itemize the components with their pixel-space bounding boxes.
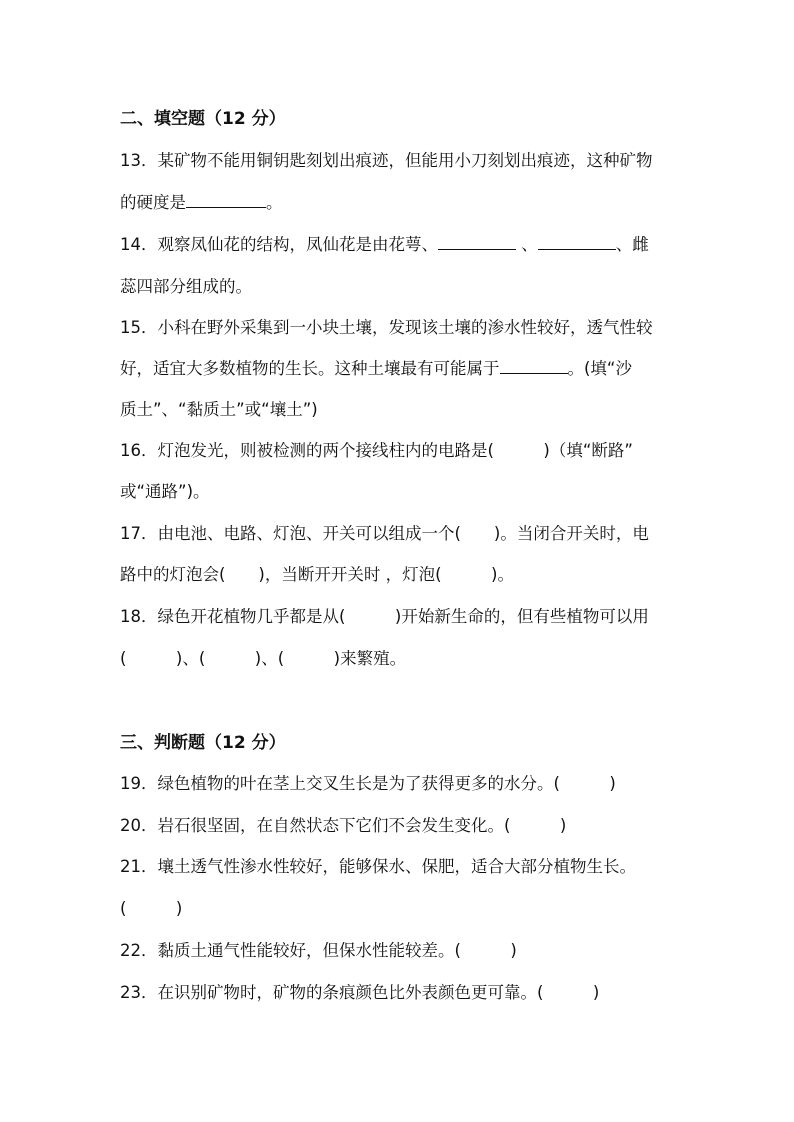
question-15-text-a: 好，适宜大多数植物的生长。这种土壤最有可能属于 xyxy=(120,359,500,378)
question-13-text-b: 。 xyxy=(266,193,283,212)
question-14-line-2: 蕊四部分组成的。 xyxy=(120,277,252,296)
answer-blank[interactable] xyxy=(538,234,616,250)
question-14-text-b: 、 xyxy=(516,235,538,254)
question-17-line-2: 路中的灯泡会( )，当断开开关时 ，灯泡( )。 xyxy=(120,565,514,584)
question-14-text-c: 、雌 xyxy=(615,235,649,254)
question-21-line-1: 21．壤土透气性渗水性较好，能够保水、保肥，适合大部分植物生长。 xyxy=(120,857,636,876)
question-17-line-1: 17．由电池、电路、灯泡、开关可以组成一个( )。当闭合开关时，电 xyxy=(120,524,649,543)
answer-blank[interactable] xyxy=(186,192,266,208)
question-22: 22．黏质土通气性能较好，但保水性能较差。( ) xyxy=(120,941,517,960)
question-15-text-b: 。(填“沙 xyxy=(567,359,632,378)
question-23: 23．在识别矿物时，矿物的条痕颜色比外表颜色更可靠。( ) xyxy=(120,983,600,1002)
question-14-line-1 xyxy=(120,234,649,256)
question-21-line-2: ( ) xyxy=(120,899,183,918)
question-18-line-2: ( )、( )、( )来繁殖。 xyxy=(120,649,407,668)
answer-blank[interactable] xyxy=(438,234,516,250)
question-13-text-a: 的硬度是 xyxy=(120,193,186,212)
question-16-line-2: 或“通路”)。 xyxy=(120,482,210,501)
question-16-line-1: 16．灯泡发光，则被检测的两个接线柱内的电路是( )（填“断路” xyxy=(120,441,633,460)
question-13-line-2 xyxy=(120,192,283,214)
question-13-line-1: 13．某矿物不能用铜钥匙刻划出痕迹，但能用小刀刻划出痕迹，这种矿物 xyxy=(120,151,653,170)
question-15-line-1: 15．小科在野外采集到一小块土壤，发现该土壤的渗水性较好，透气性较 xyxy=(120,318,653,337)
section3-heading: 三、判断题（12 分） xyxy=(120,733,286,753)
question-14-text-a: 14．观察凤仙花的结构，凤仙花是由花萼、 xyxy=(120,235,438,254)
question-19: 19．绿色植物的叶在茎上交叉生长是为了获得更多的水分。( ) xyxy=(120,774,616,793)
answer-blank[interactable] xyxy=(500,358,568,374)
question-15-line-2 xyxy=(120,358,632,380)
question-20: 20．岩石很坚固，在自然状态下它们不会发生变化。( ) xyxy=(120,816,567,835)
question-18-line-1: 18．绿色开花植物几乎都是从( )开始新生命的，但有些植物可以用 xyxy=(120,607,649,626)
question-15-line-3: 质土”、“黏质土”或“壤土”) xyxy=(120,400,318,419)
section2-heading: 二、填空题（12 分） xyxy=(120,109,286,129)
